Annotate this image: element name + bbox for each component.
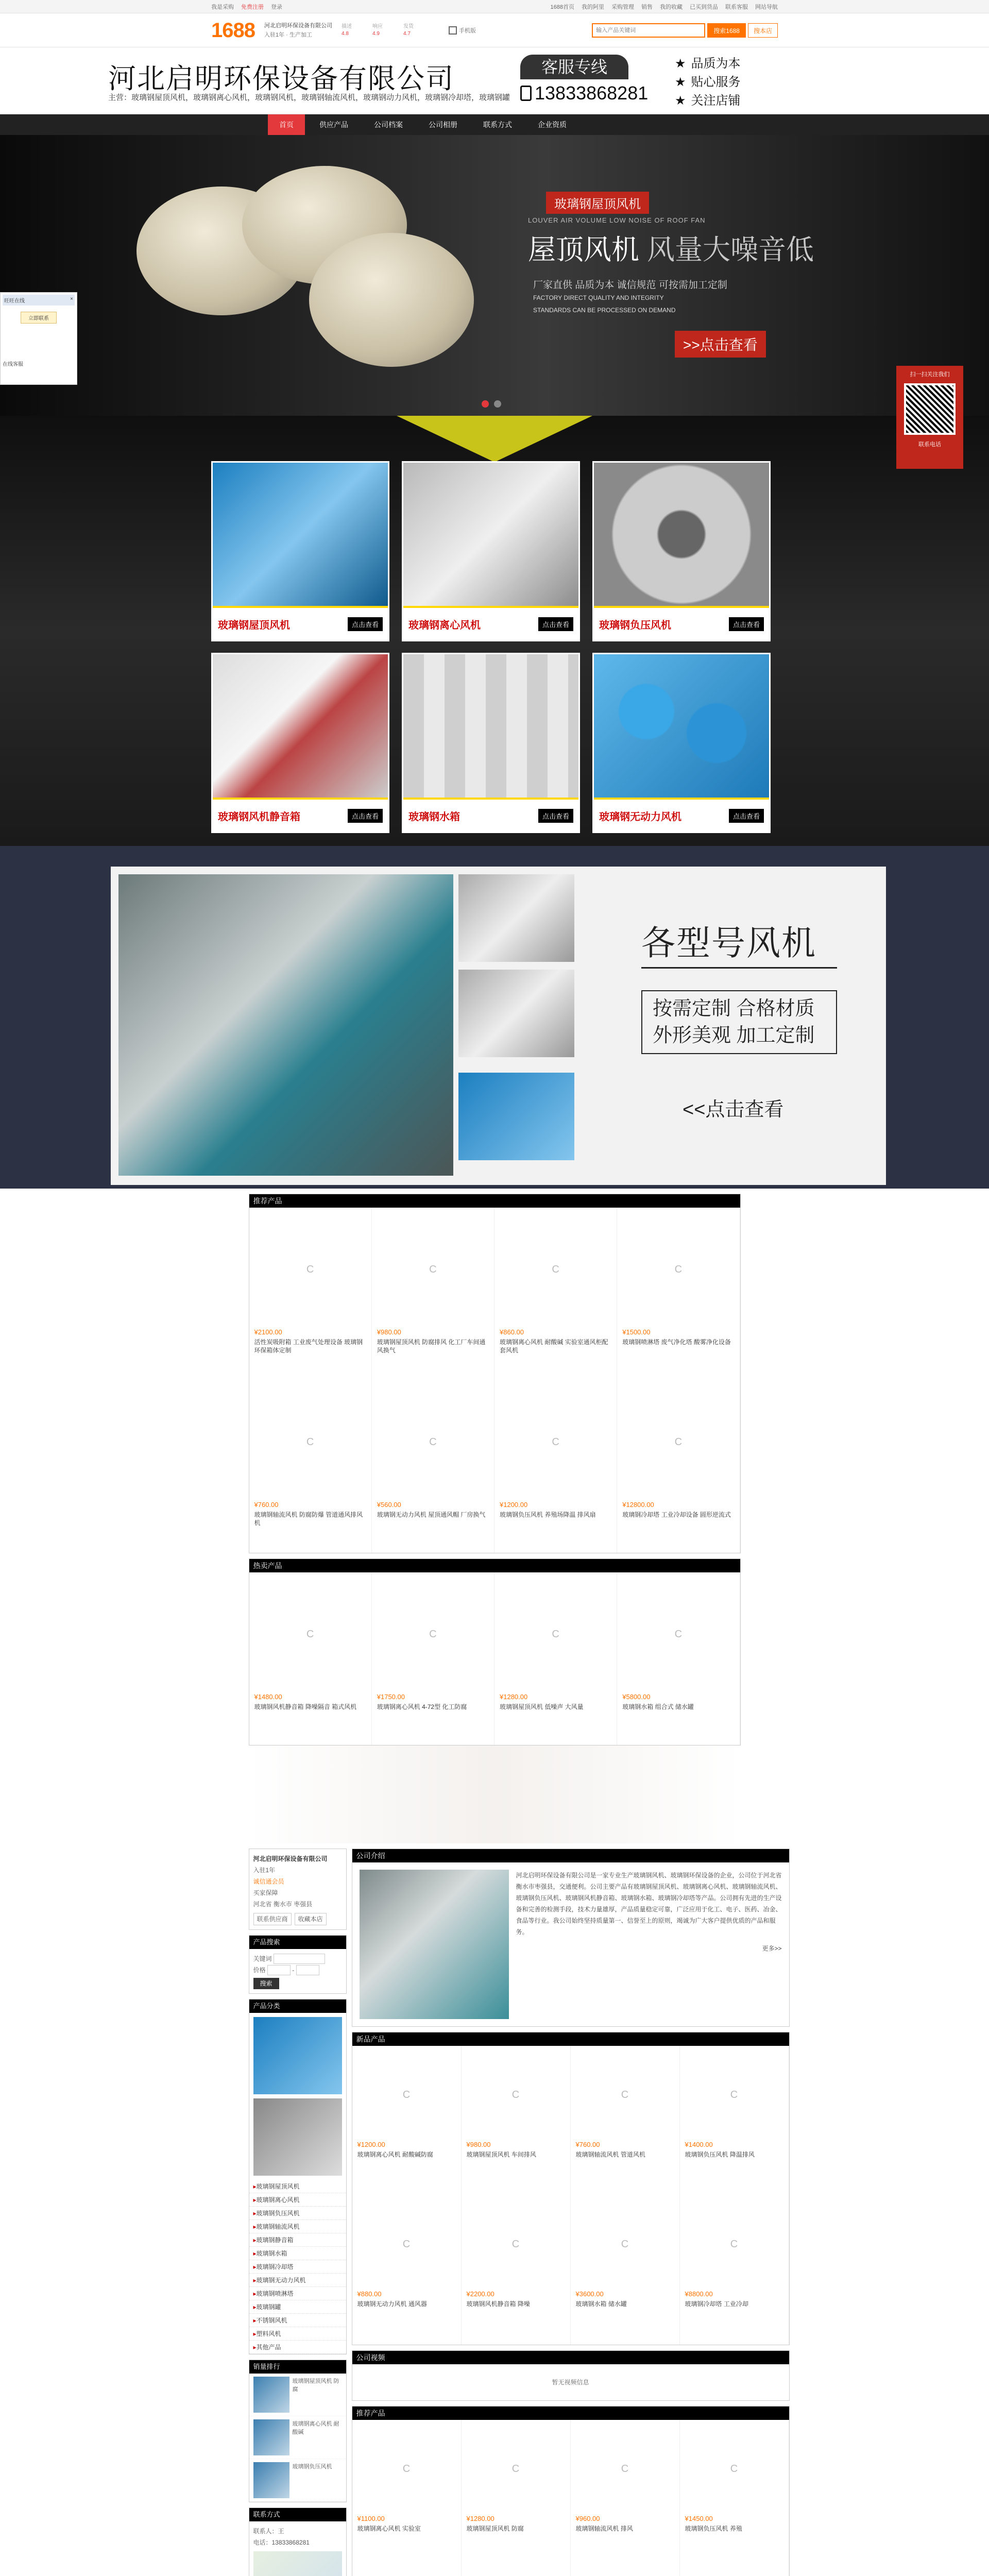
chat-widget-header — [3, 295, 75, 306]
chat-widget-title: 旺旺在线 — [4, 298, 25, 304]
product-name[interactable]: 玻璃钢轴流风机 排风 — [575, 2525, 633, 2532]
category-name: 玻璃钢水箱 — [408, 811, 460, 823]
section-title: 推荐产品 — [352, 2406, 789, 2420]
category-view-button[interactable]: 点击查看 — [348, 617, 383, 631]
contact-box — [249, 2507, 347, 2576]
topbar-sell[interactable]: 销售 — [641, 4, 653, 10]
sidebar-shop-name[interactable]: 河北启明环保设备有限公司 — [253, 1855, 328, 1862]
product-price: ¥1200.00 — [500, 1501, 528, 1509]
models-view-link[interactable]: <<点击查看 — [683, 1099, 784, 1121]
banner-dot[interactable] — [482, 400, 489, 408]
product-item[interactable] — [680, 2195, 789, 2345]
product-price: ¥760.00 — [254, 1501, 279, 1509]
sidebar — [249, 1849, 347, 2576]
slogans — [675, 55, 741, 110]
slogan-item: ★ 品质为本 — [675, 55, 741, 73]
product-item[interactable] — [571, 2569, 680, 2576]
product-name[interactable]: 玻璃钢负压风机 降温排风 — [685, 2151, 755, 2158]
qr-code-icon — [904, 383, 956, 435]
platform-bar — [0, 13, 989, 47]
product-price: ¥1280.00 — [500, 1693, 528, 1701]
search-price-label: 价格 — [253, 1967, 266, 1974]
product-price: ¥1480.00 — [254, 1693, 282, 1701]
category-caption — [213, 606, 388, 640]
product-item[interactable] — [680, 2046, 789, 2195]
category-link[interactable]: ▸ 其他产品 — [249, 2341, 346, 2354]
company-image[interactable] — [360, 1870, 509, 2019]
nav-album[interactable]: 公司相册 — [429, 121, 457, 129]
category-link[interactable]: ▸ 玻璃钢冷却塔 — [249, 2260, 346, 2274]
section-title: 热卖产品 — [249, 1559, 740, 1572]
product-name[interactable]: 玻璃钢风机静音箱 降噪 — [466, 2300, 530, 2308]
models-feature: 按需定制 合格材质 — [653, 998, 815, 1020]
loading-icon: C — [730, 2238, 738, 2250]
models-thumb-image — [458, 1073, 574, 1160]
search-bar — [592, 23, 778, 38]
product-price: ¥2200.00 — [466, 2290, 494, 2298]
sidebar-search-button[interactable]: 搜索 — [253, 1978, 279, 1989]
phone-text: 13833868281 — [535, 82, 649, 104]
rightad-text: 联系电话 — [918, 442, 941, 448]
section-title: 推荐产品 — [249, 1194, 740, 1208]
chat-widget-line[interactable]: 在线客服 — [3, 362, 23, 367]
decorative-spacer — [249, 1745, 741, 1843]
product-price: ¥1280.00 — [466, 2515, 494, 2522]
banner-dots — [482, 400, 501, 408]
slogan-item: ★ 贴心服务 — [675, 73, 741, 92]
nav-home[interactable]: 首页 — [268, 114, 305, 135]
loading-icon: C — [402, 2463, 411, 2475]
topbar-home[interactable]: 1688首页 — [550, 4, 574, 10]
nav-certificates[interactable]: 企业资质 — [538, 121, 567, 129]
topbar-register[interactable]: 免费注册 — [241, 4, 264, 10]
product-name[interactable]: 玻璃钢负压风机 养殖场降温 排风扇 — [500, 1511, 596, 1518]
loading-icon: C — [429, 1628, 437, 1640]
phone-number — [520, 82, 648, 104]
product-item[interactable] — [680, 2569, 789, 2576]
product-item[interactable] — [249, 1380, 372, 1553]
product-price: ¥880.00 — [357, 2290, 382, 2298]
keyword-input[interactable] — [274, 1954, 325, 1964]
contact-supplier-button[interactable]: 联系供应商 — [253, 1913, 292, 1925]
shop-info: 河北启明环保设备有限公司 入驻1年 · 生产加工 — [264, 21, 332, 40]
product-search-box: 产品搜索 关键词 价格 - 搜索 — [249, 1935, 347, 1994]
category-view-button[interactable]: 点击查看 — [538, 617, 573, 631]
rank-name[interactable]: 玻璃钢负压风机 — [292, 2464, 332, 2470]
product-price: ¥5800.00 — [622, 1693, 651, 1701]
topbar-login[interactable]: 登录 — [271, 4, 282, 10]
company-name: 河北启明环保设备有限公司 — [108, 63, 454, 94]
product-name[interactable]: 活性炭吸附箱 工业废气处理设备 玻璃钢环保箱体定制 — [254, 1338, 363, 1354]
product-item[interactable] — [494, 1572, 617, 1745]
shop-card — [249, 1849, 347, 1930]
banner-headline-sub: 风量大噪音低 — [639, 234, 814, 265]
banner-subtitle: LOUVER AIR VOLUME LOW NOISE OF ROOF FAN — [528, 216, 706, 224]
rank-name[interactable]: 玻璃钢屋顶风机 防腐 — [292, 2378, 339, 2393]
models-thumb-image — [458, 970, 574, 1057]
banner-feature-line: FACTORY DIRECT QUALITY AND INTEGRITY — [533, 294, 664, 301]
category-caption — [594, 798, 769, 832]
logo-1688[interactable]: 1688 — [211, 19, 255, 42]
mobile-qr[interactable] — [449, 26, 476, 35]
video-placeholder: 暂无视频信息 — [552, 2379, 589, 2386]
loading-icon: C — [730, 2089, 738, 2100]
loading-icon: C — [674, 1628, 683, 1640]
stat-value: 4.8 — [341, 31, 349, 37]
main-content — [249, 1194, 782, 2576]
topbar-my-ali[interactable]: 我的阿里 — [582, 4, 604, 10]
product-item[interactable] — [571, 2420, 680, 2569]
main-business: 主营：玻璃钢屋顶风机，玻璃钢离心风机，玻璃钢风机，玻璃钢轴流风机，玻璃钢动力风机，玻璃钢冷却塔，玻璃钢罐 — [108, 93, 510, 102]
sidebar-address: 河北省 衡水市 枣强县 — [253, 1901, 313, 1908]
loading-icon: C — [511, 2463, 520, 2475]
category-image — [213, 463, 388, 606]
contact-phone: 电话：13833868281 — [253, 2539, 310, 2546]
loading-icon: C — [674, 1436, 683, 1448]
product-price: ¥1400.00 — [685, 2141, 713, 2148]
more-link[interactable]: 更多>> — [762, 1945, 782, 1952]
phone-icon — [520, 86, 532, 101]
loading-icon: C — [552, 1436, 559, 1448]
company-video — [352, 2350, 790, 2401]
loading-icon: C — [306, 1628, 314, 1640]
category-card[interactable] — [592, 461, 771, 641]
new-products — [352, 2032, 790, 2345]
product-price: ¥760.00 — [575, 2141, 600, 2148]
content-column — [352, 1849, 790, 2576]
close-icon[interactable]: × — [70, 296, 73, 302]
recommended-products-2 — [352, 2406, 790, 2576]
rank-item[interactable] — [249, 2416, 346, 2459]
category-link[interactable]: ▸ 玻璃钢无动力风机 — [249, 2274, 346, 2287]
two-column — [249, 1849, 782, 2576]
category-view-button[interactable]: 点击查看 — [538, 809, 573, 823]
models-divider — [641, 967, 837, 969]
product-price: ¥1750.00 — [377, 1693, 405, 1701]
topbar-purchase[interactable]: 采购管理 — [611, 4, 634, 10]
main-nav — [0, 114, 989, 135]
loading-icon: C — [511, 2089, 520, 2100]
category-card[interactable] — [211, 461, 389, 641]
stat-label: 描述 — [341, 24, 352, 29]
loading-icon: C — [621, 2089, 629, 2100]
category-card[interactable] — [402, 461, 580, 641]
category-image — [594, 463, 769, 606]
banner-fan-image — [309, 233, 474, 367]
category-image — [403, 463, 578, 606]
product-name[interactable]: 玻璃钢离心风机 耐酸碱防腐 — [357, 2151, 433, 2158]
category-caption — [594, 606, 769, 640]
product-price: ¥1450.00 — [685, 2515, 713, 2522]
product-item[interactable] — [680, 2420, 789, 2569]
models-feature: 外形美观 加工定制 — [653, 1025, 815, 1046]
product-item[interactable] — [352, 2046, 462, 2195]
search-all-button[interactable]: 搜索1688 — [707, 23, 746, 38]
category-featured-image[interactable] — [253, 2098, 342, 2176]
loading-icon: C — [306, 1263, 314, 1275]
product-grid — [249, 1208, 740, 1553]
loading-icon: C — [730, 2463, 738, 2475]
shop-name[interactable]: 河北启明环保设备有限公司 — [264, 23, 332, 29]
product-price: ¥2100.00 — [254, 1328, 282, 1336]
product-name[interactable]: 玻璃钢离心风机 耐酸碱 实验室通风柜配套风机 — [500, 1338, 608, 1354]
category-caption — [213, 798, 388, 832]
product-name[interactable]: 玻璃钢喷淋塔 废气净化塔 酸雾净化设备 — [622, 1338, 731, 1346]
recommended-products — [249, 1194, 741, 1553]
product-price: ¥1200.00 — [357, 2141, 385, 2148]
product-item[interactable] — [494, 1208, 617, 1380]
product-name[interactable]: 玻璃钢风机静音箱 降噪隔音 箱式风机 — [254, 1703, 357, 1710]
models-feature-box — [641, 990, 837, 1054]
loading-icon: C — [552, 1263, 559, 1275]
product-name[interactable]: 玻璃钢屋顶风机 低噪声 大风量 — [500, 1703, 584, 1710]
rank-item[interactable] — [249, 2374, 346, 2416]
product-price: ¥560.00 — [377, 1501, 401, 1509]
category-image — [403, 654, 578, 798]
shop-years: 入驻1年 — [264, 32, 285, 38]
product-price: ¥12800.00 — [622, 1501, 654, 1509]
sidebar-section-title: 销量排行 — [249, 2360, 346, 2374]
product-price: ¥1500.00 — [622, 1328, 651, 1336]
search-input[interactable] — [592, 23, 705, 38]
sidebar-section-title: 联系方式 — [249, 2508, 346, 2521]
category-caption — [403, 606, 578, 640]
category-card[interactable] — [402, 653, 580, 833]
floating-qr-ad[interactable] — [896, 366, 963, 469]
product-price: ¥960.00 — [575, 2515, 600, 2522]
loading-icon: C — [306, 1436, 314, 1448]
product-item[interactable] — [462, 2420, 571, 2569]
topbar-sitemap[interactable]: 网站导航 — [755, 4, 778, 10]
sidebar-credit: 诚信通会员 — [253, 1878, 284, 1885]
product-name[interactable]: 玻璃钢负压风机 养殖 — [685, 2525, 742, 2532]
stat-label: 响应 — [372, 24, 383, 29]
loading-icon: C — [511, 2238, 520, 2250]
hot-products — [249, 1558, 741, 1745]
shop-header — [0, 47, 989, 114]
banner-feature-line: STANDARDS CAN BE PROCESSED ON DEMAND — [533, 307, 676, 314]
topbar-bought[interactable]: 已买到货品 — [690, 4, 718, 10]
section-title: 公司介绍 — [352, 1849, 789, 1862]
product-name[interactable]: 玻璃钢离心风机 实验室 — [357, 2525, 421, 2532]
category-card[interactable] — [211, 653, 389, 833]
category-link[interactable]: ▸ 不锈钢风机 — [249, 2314, 346, 2327]
category-link[interactable]: ▸ 玻璃钢静音箱 — [249, 2233, 346, 2247]
category-box — [249, 1999, 347, 2354]
product-price: ¥8800.00 — [685, 2290, 713, 2298]
nav-profile[interactable]: 公司档案 — [374, 121, 403, 129]
models-thumb-image — [458, 874, 574, 962]
product-price: ¥980.00 — [466, 2141, 491, 2148]
sales-rank-box — [249, 2360, 347, 2502]
search-shop-button[interactable]: 搜本店 — [748, 23, 778, 38]
category-image — [213, 654, 388, 798]
product-item[interactable] — [372, 1380, 494, 1553]
models-card[interactable] — [111, 867, 886, 1185]
category-link[interactable]: ▸ 玻璃钢轴流风机 — [249, 2220, 346, 2233]
product-item[interactable] — [352, 2195, 462, 2345]
stat-value: 4.9 — [372, 31, 380, 37]
product-item[interactable] — [372, 1572, 494, 1745]
sidebar-section-title: 产品搜索 — [249, 1936, 346, 1949]
product-grid — [249, 1572, 740, 1745]
product-item[interactable] — [249, 1208, 372, 1380]
product-name[interactable]: 玻璃钢水箱 储水罐 — [575, 2300, 627, 2308]
product-name[interactable]: 玻璃钢屋顶风机 防腐排风 化工厂车间通风换气 — [377, 1338, 486, 1354]
topbar-favorites[interactable]: 我的收藏 — [660, 4, 683, 10]
category-grid — [211, 461, 771, 833]
product-item[interactable] — [462, 2195, 571, 2345]
product-price: ¥860.00 — [500, 1328, 524, 1336]
product-item[interactable] — [571, 2046, 680, 2195]
qr-label: 手机版 — [458, 28, 476, 34]
price-min-input[interactable] — [267, 1965, 291, 1975]
product-item[interactable] — [352, 2420, 462, 2569]
product-price: ¥3600.00 — [575, 2290, 604, 2298]
stat-label: 发货 — [403, 24, 414, 29]
models-main-image — [118, 874, 453, 1176]
product-item[interactable] — [249, 1572, 372, 1745]
models-section — [0, 846, 989, 1189]
banner-feature-line: 厂家直供 品质为本 诚信规范 可按需加工定制 — [533, 280, 727, 291]
section-title: 新品产品 — [352, 2032, 789, 2046]
product-name[interactable]: 玻璃钢无动力风机 通风器 — [357, 2300, 427, 2308]
product-name[interactable]: 玻璃钢冷却塔 工业冷却 — [685, 2300, 748, 2308]
loading-icon: C — [402, 2089, 411, 2100]
section-title: 公司视频 — [352, 2351, 789, 2364]
product-name[interactable]: 玻璃钢轴流风机 防腐防爆 管道通风排风机 — [254, 1511, 363, 1527]
product-name[interactable]: 玻璃钢无动力风机 屋顶通风帽 厂房换气 — [377, 1511, 486, 1518]
product-name[interactable]: 玻璃钢屋顶风机 车间排风 — [466, 2151, 536, 2158]
category-link[interactable]: ▸ 塑料风机 — [249, 2327, 346, 2341]
banner-headline — [528, 228, 814, 267]
product-item[interactable] — [617, 1380, 740, 1553]
category-name: 玻璃钢无动力风机 — [599, 811, 681, 823]
category-link[interactable]: ▸ 玻璃钢喷淋塔 — [249, 2287, 346, 2300]
company-intro — [352, 1849, 790, 2027]
category-name: 玻璃钢屋顶风机 — [218, 619, 290, 631]
search-keyword-label: 关键词 — [253, 1955, 272, 1962]
product-item[interactable] — [617, 1572, 740, 1745]
banner-headline-main: 屋顶风机 — [528, 234, 639, 265]
price-max-input[interactable] — [296, 1965, 319, 1975]
loading-icon: C — [429, 1263, 437, 1275]
product-name[interactable]: 玻璃钢离心风机 4-72型 化工防腐 — [377, 1703, 467, 1710]
sidebar-shop-years: 入驻1年 — [253, 1867, 276, 1874]
product-item[interactable] — [571, 2195, 680, 2345]
category-view-button[interactable]: 点击查看 — [348, 809, 383, 823]
rank-thumb — [253, 2462, 289, 2498]
chat-contact-button[interactable]: 立即联系 — [21, 312, 57, 324]
category-link[interactable]: ▸ 玻璃钢负压风机 — [249, 2207, 346, 2220]
category-card[interactable] — [592, 653, 771, 833]
product-item[interactable] — [462, 2569, 571, 2576]
product-item[interactable] — [617, 1208, 740, 1380]
shop-stats — [342, 23, 434, 38]
product-name[interactable]: 玻璃钢水箱 组合式 储水罐 — [622, 1703, 694, 1710]
category-link[interactable]: ▸ 玻璃钢罐 — [249, 2300, 346, 2314]
category-link[interactable]: ▸ 玻璃钢离心风机 — [249, 2193, 346, 2207]
models-title: 各型号风机 — [641, 924, 816, 962]
shop-mode: 生产加工 — [289, 32, 312, 38]
category-name: 玻璃钢负压风机 — [599, 619, 671, 631]
loading-icon: C — [429, 1436, 437, 1448]
service-hotline-label: 客服专线 — [520, 55, 628, 79]
favorite-shop-button[interactable]: 收藏本店 — [295, 1913, 327, 1925]
topbar-service[interactable]: 联系客服 — [725, 4, 748, 10]
product-name[interactable]: 玻璃钢屋顶风机 防腐 — [466, 2525, 524, 2532]
category-image — [594, 654, 769, 798]
slogan-item[interactable]: ★ 关注店铺 — [675, 92, 741, 110]
stat-value: 4.7 — [403, 31, 411, 37]
rank-item[interactable] — [249, 2459, 346, 2502]
product-item[interactable] — [372, 1208, 494, 1380]
loading-icon: C — [621, 2238, 629, 2250]
category-caption — [403, 798, 578, 832]
banner-dot[interactable] — [494, 400, 501, 408]
banner-cta-button[interactable]: >>点击查看 — [675, 331, 766, 358]
loading-icon: C — [552, 1628, 559, 1640]
hero-banner[interactable] — [0, 135, 989, 416]
company-description: 河北启明环保设备有限公司是一家专业生产玻璃钢风机、玻璃钢环保设备的企业，公司位于河北省衡水市枣强县，交通便利。公司主要产品有玻璃钢屋顶风机、玻璃钢离心风机、玻璃钢轴流风机、玻璃钢负压风机、玻璃钢风机静音箱、玻璃钢水箱、玻璃钢冷却塔等产品。公司拥有先进的生产设备和完善的检测手段，技术力量雄厚，产品质量稳定可靠，广泛应用于化工、电子、医药、冶金、食品等行业。我公司始终坚持质量第一、信誉至上的原则，竭诚为广大客户提供优质的产品和服务。 — [516, 1872, 782, 1936]
loading-icon: C — [402, 2238, 411, 2250]
sidebar-guarantee: 买家保障 — [253, 1889, 278, 1896]
category-showcase — [0, 416, 989, 846]
banner-features — [533, 279, 727, 316]
banner-tag: 玻璃钢屋顶风机 — [546, 192, 649, 214]
rank-thumb — [253, 2419, 289, 2455]
category-name: 玻璃钢离心风机 — [408, 619, 481, 631]
nav-contact[interactable]: 联系方式 — [483, 121, 512, 129]
category-link[interactable]: ▸ 玻璃钢屋顶风机 — [249, 2180, 346, 2193]
category-link[interactable]: ▸ 玻璃钢水箱 — [249, 2247, 346, 2260]
contact-person: 联系人：王 — [253, 2528, 284, 2535]
category-view-button[interactable]: 点击查看 — [729, 809, 764, 823]
qr-icon — [449, 26, 457, 35]
product-name[interactable]: 玻璃钢轴流风机 管道风机 — [575, 2151, 645, 2158]
rank-thumb — [253, 2377, 289, 2413]
category-view-button[interactable]: 点击查看 — [729, 617, 764, 631]
product-price: ¥1100.00 — [357, 2515, 385, 2522]
topbar-buyer[interactable]: 我是采购 — [211, 4, 234, 10]
showcase-arrow — [397, 416, 592, 462]
loading-icon: C — [674, 1263, 683, 1275]
product-item[interactable] — [494, 1380, 617, 1553]
sidebar-section-title: 产品分类 — [249, 1999, 346, 2013]
product-item[interactable] — [462, 2046, 571, 2195]
rank-name[interactable]: 玻璃钢离心风机 耐酸碱 — [292, 2421, 339, 2435]
product-name[interactable]: 玻璃钢冷却塔 工业冷却设备 圆形逆流式 — [622, 1511, 731, 1518]
category-name: 玻璃钢风机静音箱 — [218, 811, 300, 823]
chat-widget — [0, 292, 77, 385]
map-image[interactable] — [253, 2551, 342, 2576]
nav-products[interactable]: 供应产品 — [319, 121, 348, 129]
rightad-text: 扫一扫关注我们 — [910, 371, 950, 378]
category-featured-image[interactable] — [253, 2017, 342, 2094]
loading-icon: C — [621, 2463, 629, 2475]
top-bar — [0, 0, 989, 13]
product-price: ¥980.00 — [377, 1328, 401, 1336]
product-item[interactable] — [352, 2569, 462, 2576]
